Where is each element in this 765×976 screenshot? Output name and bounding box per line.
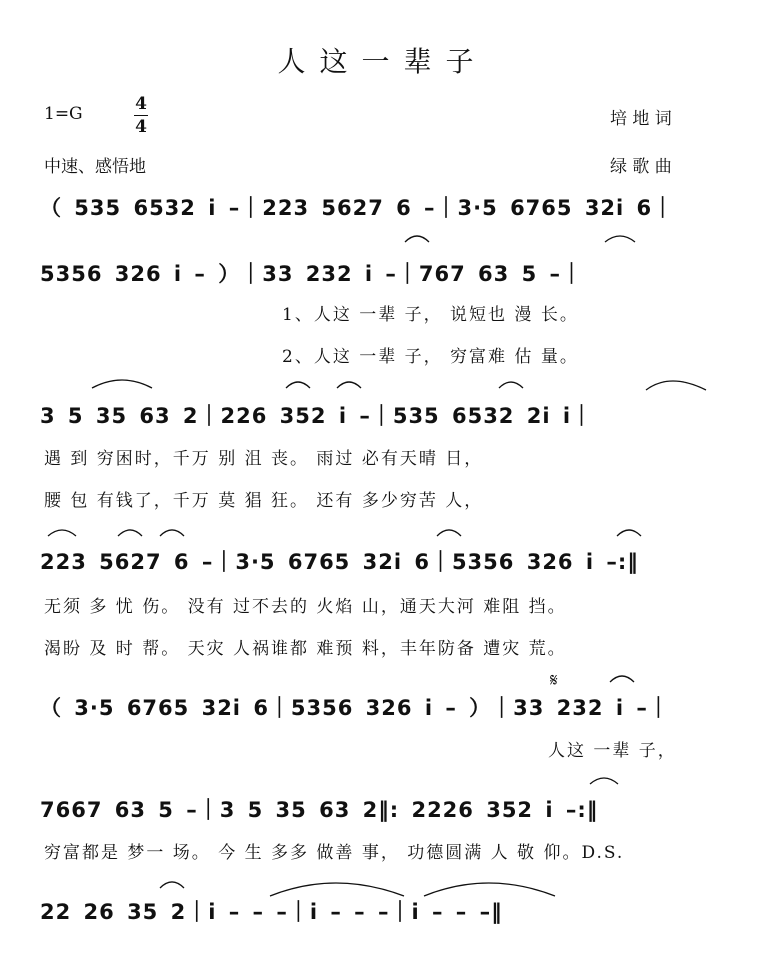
lyricist-credit: 培 地 词: [610, 109, 672, 129]
lyric-verse1-line1: 1、人这 一辈 子， 说短也 漫 长。: [282, 305, 579, 325]
tempo-marking: 中速、感悟地: [44, 157, 146, 177]
lyric-verse2-line2: 腰 包 有钱了，千万 莫 猖 狂。 还有 多少穷苦 人，: [44, 491, 484, 511]
lyric-verse2-line1: 2、人这 一辈 子， 穷富难 估 量。: [282, 347, 579, 367]
slur-mark: [405, 236, 429, 242]
slur-mark: [48, 530, 76, 536]
staff-line-1: （ 535 6532 i –｜223 5627 6 –｜3·5 6765 32i 6｜: [40, 196, 675, 220]
time-signature: [134, 94, 148, 137]
slur-mark: [617, 530, 641, 536]
slur-mark: [424, 883, 555, 896]
staff-line-6: 7667 63 5 –｜3 5 35 63 2‖: 2226 352 i –:‖: [40, 798, 599, 822]
slur-mark: [610, 676, 634, 682]
staff-line-4: 223 5627 6 –｜3·5 6765 32i 6｜5356 326 i –:‖: [40, 550, 639, 574]
composer-credit: 绿 歌 曲: [610, 157, 672, 177]
staff-line-2: 5356 326 i – ）｜33 232 i –｜767 63 5 –｜: [40, 262, 584, 286]
lyric-verse2-line3: 渴盼 及 时 帮。 天灾 人祸谁都 难预 料，丰年防备 遭灾 荒。: [44, 639, 567, 659]
lyric-verse1-line3: 无须 多 忧 伤。 没有 过不去的 火焰 山，通天大河 难阻 挡。: [44, 597, 567, 617]
slur-mark: [499, 382, 523, 388]
slur-mark: [92, 380, 152, 388]
slur-mark: [605, 236, 635, 242]
time-signature-top: 4: [135, 94, 147, 114]
lyric-line5: 穷富都是 梦一 场。 今 生 多多 做善 事， 功德圆满 人 敬 仰。D.S.: [44, 843, 625, 863]
staff-line-5: （ 3·5 6765 32i 6｜5356 326 i – ）｜33 232 i –｜: [40, 696, 670, 720]
slur-mark: [160, 882, 184, 888]
segno-sign: 𝄋: [550, 670, 558, 691]
song-title: 人这一辈子: [277, 45, 488, 78]
slur-mark: [160, 530, 184, 536]
slur-mark: [286, 382, 310, 388]
staff-line-3: 3 5 35 63 2｜226 352 i –｜535 6532 2i i｜: [40, 404, 594, 428]
key-signature: 1=G: [44, 104, 83, 124]
time-signature-bottom: 4: [135, 117, 147, 137]
slur-mark: [118, 530, 142, 536]
lyric-verse1-line2: 遇 到 穷困时，千万 别 沮 丧。 雨过 必有天晴 日，: [44, 449, 484, 469]
slur-mark: [337, 382, 361, 388]
staff-line-7: 22 26 35 2｜i – – –｜i – – –｜i – – –‖: [40, 900, 503, 924]
lyric-line4: 人这 一辈 子，: [548, 741, 677, 761]
slur-mark: [437, 530, 461, 536]
slur-mark: [590, 778, 618, 784]
slur-mark: [646, 381, 706, 390]
slur-mark: [270, 883, 404, 896]
